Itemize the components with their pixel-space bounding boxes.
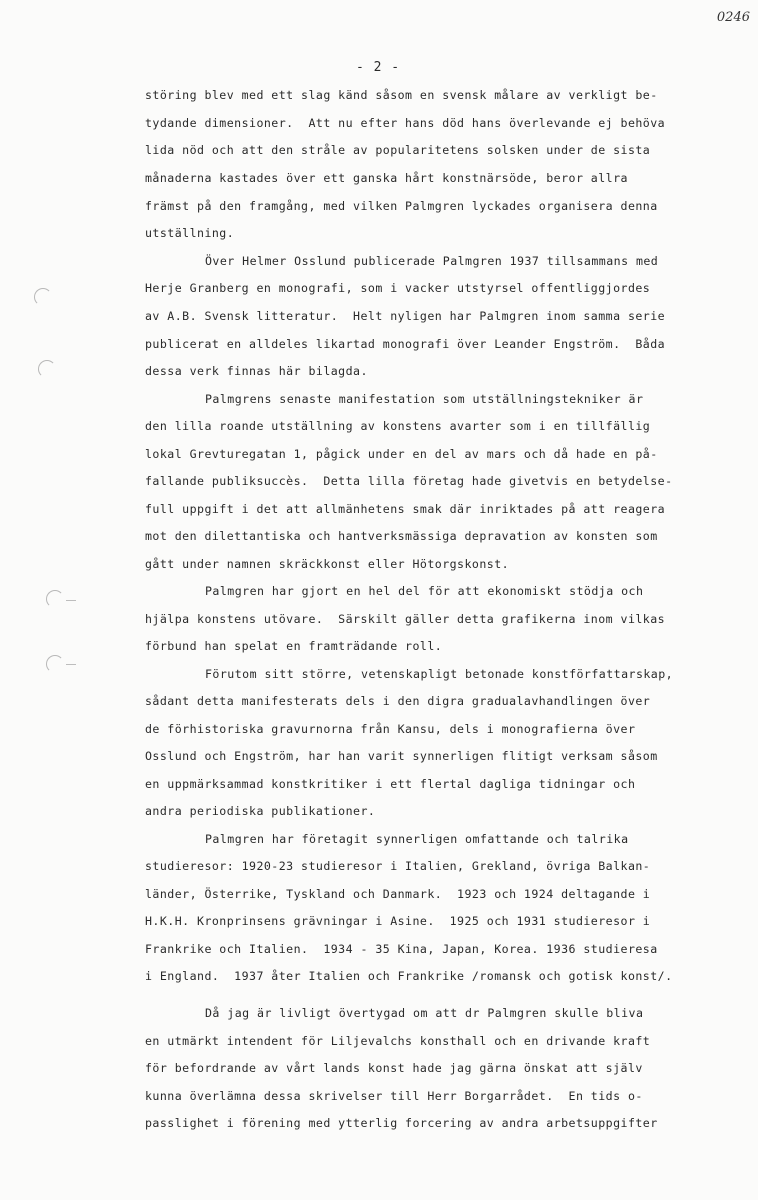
punch-hole-mark (46, 590, 64, 608)
text-line: publicerat en alldeles likartad monografi över Leander Engström. Båda (145, 337, 666, 351)
text-line: för befordrande av vårt lands konst hade jag gärna önskat att själv (145, 1061, 643, 1075)
text-line: störing blev med ett slag känd såsom en svensk målare av verkligt be- (145, 88, 658, 102)
text-line: mot den dilettantiska och hantverksmässiga depravation av konsten som (145, 529, 658, 543)
text-line: Palmgrens senaste manifestation som utställningstekniker är (205, 392, 644, 406)
text-line: lokal Grevturegatan 1, pågick under en del av mars och då hade en på- (145, 447, 658, 461)
text-line: Då jag är livligt övertygad om att dr Palmgren skulle bliva (205, 1006, 644, 1020)
text-line: Förutom sitt större, vetenskapligt betonade konstförfattarskap, (205, 667, 674, 681)
punch-hole-mark (34, 288, 52, 306)
archive-number: 0246 (716, 10, 750, 25)
punch-hole-mark (38, 360, 56, 378)
text-line: dessa verk finnas här bilagda. (145, 364, 368, 378)
punch-hole-mark (46, 655, 64, 673)
text-line: tydande dimensioner. Att nu efter hans död hans överlevande ej behöva (145, 116, 666, 130)
text-line: Herje Granberg en monografi, som i vacker utstyrsel offentliggjordes (145, 281, 651, 295)
text-line: kunna överlämna dessa skrivelser till Herr Borgarrådet. En tids o- (145, 1089, 643, 1103)
text-line: gått under namnen skräckkonst eller Hötorgskonst. (145, 557, 510, 571)
text-line: av A.B. Svensk litteratur. Helt nyligen har Palmgren inom samma serie (145, 309, 666, 323)
text-line: full uppgift i det att allmänhetens smak där inriktades på att reagera (145, 502, 666, 516)
text-line: i England. 1937 åter Italien och Frankrike /romansk och gotisk konst/. (145, 969, 673, 983)
text-line: hjälpa konstens utövare. Särskilt gäller detta grafikerna inom vilkas (145, 612, 666, 626)
text-line: Över Helmer Osslund publicerade Palmgren 1937 tillsammans med (205, 254, 659, 268)
text-line: fallande publiksuccès. Detta lilla företag hade givetvis en betydelse- (145, 474, 673, 488)
text-line: Osslund och Engström, har han varit synnerligen flitigt verksam såsom (145, 749, 658, 763)
text-line: H.K.H. Kronprinsens grävningar i Asine. 1925 och 1931 studieresor i (145, 914, 651, 928)
text-line: förbund han spelat en framträdande roll. (145, 639, 443, 653)
text-line: den lilla roande utställning av konstens avarter som i en tillfällig (145, 419, 651, 433)
text-line: länder, Österrike, Tyskland och Danmark. 1923 och 1924 deltagande i (145, 887, 651, 901)
text-line: utställning. (145, 226, 235, 240)
text-line: månaderna kastades över ett ganska hårt konstnärsöde, beror allra (145, 171, 628, 185)
text-line: främst på den framgång, med vilken Palmgren lyckades organisera denna (145, 199, 658, 213)
punch-tick-mark (66, 664, 76, 665)
text-line: andra periodiska publikationer. (145, 804, 376, 818)
text-line: en uppmärksammad konstkritiker i ett flertal dagliga tidningar och (145, 777, 636, 791)
text-line: Frankrike och Italien. 1934 - 35 Kina, Japan, Korea. 1936 studieresa (145, 942, 658, 956)
punch-tick-mark (66, 600, 76, 601)
text-line: Palmgren har gjort en hel del för att ekonomiskt stödja och (205, 584, 644, 598)
text-line: sådant detta manifesterats dels i den digra gradualavhandlingen över (145, 694, 651, 708)
page-number: - 2 - (356, 60, 401, 75)
text-line: en utmärkt intendent för Liljevalchs konsthall och en drivande kraft (145, 1034, 651, 1048)
text-line: lida nöd och att den stråle av popularitetens solsken under de sista (145, 143, 651, 157)
text-line: passlighet i förening med ytterlig forcering av andra arbetsuppgifter (145, 1116, 658, 1130)
text-line: de förhistoriska gravurnorna från Kansu, dels i monografierna över (145, 722, 636, 736)
text-line: studieresor: 1920-23 studieresor i Italien, Grekland, övriga Balkan- (145, 859, 651, 873)
text-line: Palmgren har företagit synnerligen omfattande och talrika (205, 832, 629, 846)
